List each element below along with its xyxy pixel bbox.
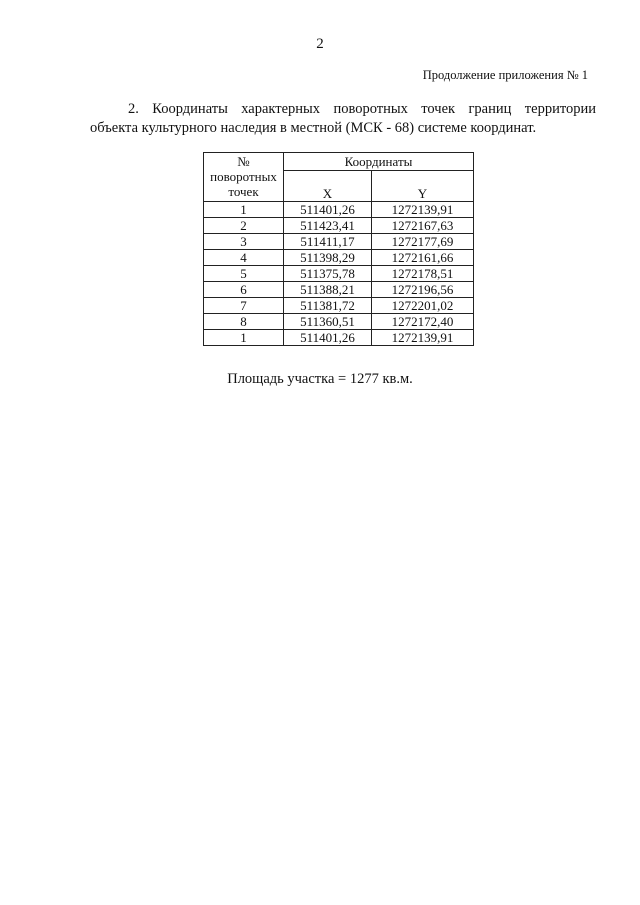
section-heading-line-1: 2. Координаты характерных поворотных точек границ территории: [128, 101, 596, 117]
section-heading-line-2: объекта культурного наследия в местной (МСК - 68) системе координат.: [90, 120, 537, 136]
cell-point-number: 8: [204, 314, 284, 330]
cell-point-number: 3: [204, 234, 284, 250]
table-row: [204, 314, 474, 330]
header-point-number-line: №: [237, 154, 250, 169]
cell-y: 1272139,91: [372, 330, 474, 346]
table-row: [204, 282, 474, 298]
table-row: [204, 218, 474, 234]
cell-x: 511411,17: [284, 234, 372, 250]
table-row: [204, 250, 474, 266]
cell-x: 511398,29: [284, 250, 372, 266]
header-y: Y: [372, 171, 474, 202]
cell-point-number: 5: [204, 266, 284, 282]
cell-x: 511423,41: [284, 218, 372, 234]
cell-x: 511401,26: [284, 202, 372, 218]
cell-y: 1272201,02: [372, 298, 474, 314]
header-x: X: [284, 171, 372, 202]
header-coordinates: Координаты: [284, 153, 474, 171]
header-point-number: [204, 153, 284, 202]
cell-y: 1272178,51: [372, 266, 474, 282]
appendix-continuation-label: Продолжение приложения № 1: [422, 68, 588, 82]
table-row: [204, 234, 474, 250]
area-statement: Площадь участка = 1277 кв.м.: [227, 371, 413, 387]
cell-x: 511375,78: [284, 266, 372, 282]
cell-y: 1272177,69: [372, 234, 474, 250]
cell-y: 1272167,63: [372, 218, 474, 234]
page-number: 2: [316, 36, 324, 52]
table-row: [204, 330, 474, 346]
header-point-number-line: точек: [228, 184, 259, 199]
cell-point-number: 6: [204, 282, 284, 298]
cell-point-number: 4: [204, 250, 284, 266]
cell-x: 511381,72: [284, 298, 372, 314]
cell-y: 1272139,91: [372, 202, 474, 218]
table-row: [204, 266, 474, 282]
section-heading: [90, 100, 596, 138]
cell-point-number: 2: [204, 218, 284, 234]
cell-point-number: 1: [204, 202, 284, 218]
header-point-number-line: поворотных: [210, 169, 277, 184]
coordinates-table-body: [204, 202, 474, 346]
cell-y: 1272161,66: [372, 250, 474, 266]
cell-x: 511401,26: [284, 330, 372, 346]
coordinates-table: [203, 152, 474, 346]
table-row: [204, 202, 474, 218]
cell-point-number: 7: [204, 298, 284, 314]
cell-y: 1272172,40: [372, 314, 474, 330]
cell-y: 1272196,56: [372, 282, 474, 298]
cell-x: 511360,51: [284, 314, 372, 330]
table-row: [204, 298, 474, 314]
cell-point-number: 1: [204, 330, 284, 346]
cell-x: 511388,21: [284, 282, 372, 298]
